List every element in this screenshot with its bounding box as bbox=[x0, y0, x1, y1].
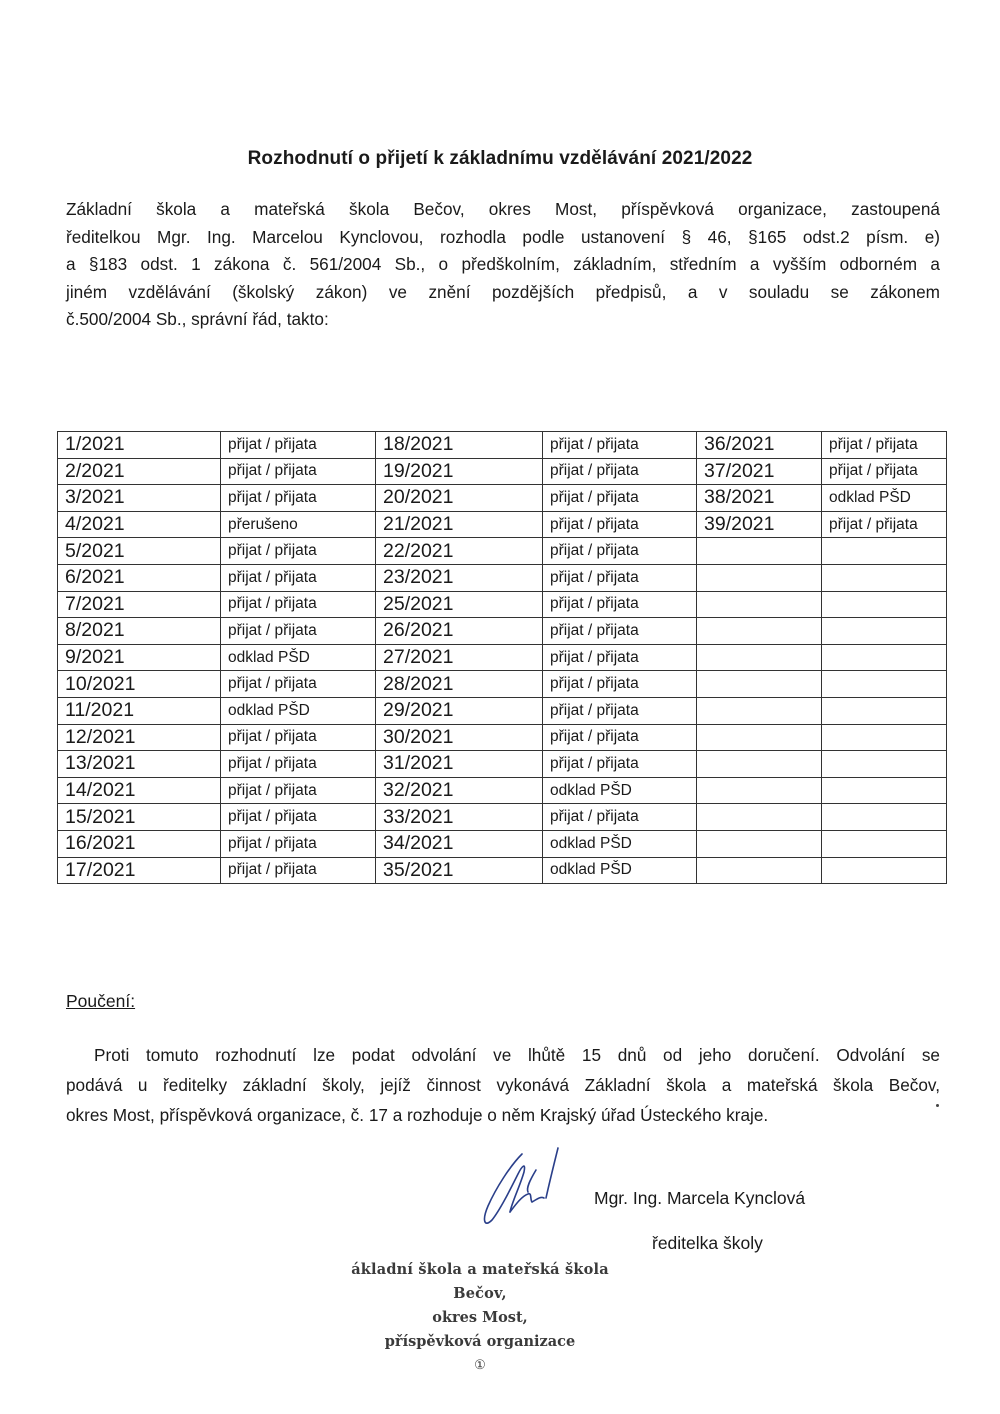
decision-status-cell: přijat / přijata bbox=[221, 591, 376, 618]
application-number-cell bbox=[697, 777, 822, 804]
instruction-line: podává u ředitelky základní školy, jejíž činnost vykonává Základní škola a mateřská škola Bečov, bbox=[66, 1075, 940, 1095]
decision-status-cell: přijat / přijata bbox=[543, 671, 697, 698]
decision-status-cell bbox=[822, 591, 947, 618]
decision-status-cell: přijat / přijata bbox=[221, 485, 376, 512]
decision-status-cell bbox=[822, 751, 947, 778]
application-number-cell: 33/2021 bbox=[376, 804, 543, 831]
application-number-cell: 35/2021 bbox=[376, 857, 543, 884]
application-number-cell bbox=[697, 697, 822, 724]
document-title: Rozhodnutí o přijetí k základnímu vzdělávání 2021/2022 bbox=[247, 148, 753, 169]
table-row bbox=[58, 724, 947, 751]
application-number-cell bbox=[697, 564, 822, 591]
instruction-line: okres Most, příspěvková organizace, č. 17 a rozhoduje o něm Krajský úřad Ústeckého kraje. bbox=[66, 1105, 769, 1125]
table-row bbox=[58, 485, 947, 512]
decision-status-cell bbox=[822, 618, 947, 645]
application-number-cell: 20/2021 bbox=[376, 485, 543, 512]
admission-results-table bbox=[57, 431, 947, 884]
application-number-cell: 12/2021 bbox=[58, 724, 221, 751]
table-row bbox=[58, 777, 947, 804]
stamp-line: příspěvková organizace bbox=[384, 1333, 576, 1350]
instruction-paragraph bbox=[66, 1040, 940, 1130]
decision-status-cell: přijat / přijata bbox=[822, 511, 947, 538]
application-number-cell: 30/2021 bbox=[376, 724, 543, 751]
application-number-cell: 1/2021 bbox=[58, 432, 221, 459]
table-row bbox=[58, 432, 947, 459]
intro-line: Základní škola a mateřská škola Bečov, okres Most, příspěvková organizace, zastoupená bbox=[66, 199, 940, 219]
application-number-cell: 21/2021 bbox=[376, 511, 543, 538]
intro-line: a §183 odst. 1 zákona č. 561/2004 Sb., o předškolním, základním, středním a vyšším odborném a bbox=[66, 254, 940, 274]
application-number-cell: 23/2021 bbox=[376, 564, 543, 591]
decision-status-cell: přijat / přijata bbox=[543, 458, 697, 485]
decision-status-cell: přijat / přijata bbox=[221, 857, 376, 884]
decision-status-cell: přijat / přijata bbox=[543, 618, 697, 645]
decision-status-cell: přijat / přijata bbox=[221, 618, 376, 645]
application-number-cell bbox=[697, 857, 822, 884]
decision-status-cell bbox=[822, 804, 947, 831]
application-number-cell bbox=[697, 724, 822, 751]
decision-status-cell: přijat / přijata bbox=[822, 432, 947, 459]
scan-speck bbox=[936, 1104, 939, 1107]
decision-status-cell: přijat / přijata bbox=[221, 830, 376, 857]
application-number-cell: 14/2021 bbox=[58, 777, 221, 804]
decision-status-cell: přijat / přijata bbox=[543, 485, 697, 512]
table-row bbox=[58, 564, 947, 591]
table-row bbox=[58, 591, 947, 618]
application-number-cell: 13/2021 bbox=[58, 751, 221, 778]
decision-status-cell bbox=[822, 671, 947, 698]
table-row bbox=[58, 804, 947, 831]
application-number-cell: 26/2021 bbox=[376, 618, 543, 645]
application-number-cell: 25/2021 bbox=[376, 591, 543, 618]
table-row bbox=[58, 511, 947, 538]
application-number-cell: 9/2021 bbox=[58, 644, 221, 671]
decision-status-cell: odklad PŠD bbox=[543, 830, 697, 857]
application-number-cell bbox=[697, 538, 822, 565]
decision-status-cell: přijat / přijata bbox=[221, 432, 376, 459]
application-number-cell: 38/2021 bbox=[697, 485, 822, 512]
intro-line: jiném vzdělávání (školský zákon) ve znění pozdějších předpisů, a v souladu se zákonem bbox=[66, 281, 940, 302]
decision-status-cell: odklad PŠD bbox=[543, 857, 697, 884]
table-row bbox=[58, 458, 947, 485]
application-number-cell: 34/2021 bbox=[376, 830, 543, 857]
signatory-role: ředitelka školy bbox=[652, 1233, 763, 1253]
decision-status-cell: odklad PŠD bbox=[822, 485, 947, 512]
decision-status-cell: přijat / přijata bbox=[221, 671, 376, 698]
application-number-cell bbox=[697, 671, 822, 698]
table-row bbox=[58, 830, 947, 857]
decision-status-cell: přijat / přijata bbox=[221, 458, 376, 485]
decision-status-cell: přijat / přijata bbox=[543, 511, 697, 538]
decision-status-cell: odklad PŠD bbox=[221, 697, 376, 724]
application-number-cell bbox=[697, 644, 822, 671]
stamp-number: ① bbox=[474, 1358, 486, 1373]
decision-status-cell: přijat / přijata bbox=[543, 697, 697, 724]
table-row bbox=[58, 697, 947, 724]
decision-status-cell: přijat / přijata bbox=[221, 724, 376, 751]
decision-status-cell: přijat / přijata bbox=[543, 538, 697, 565]
decision-status-cell bbox=[822, 777, 947, 804]
application-number-cell: 27/2021 bbox=[376, 644, 543, 671]
table-row bbox=[58, 644, 947, 671]
decision-status-cell bbox=[822, 564, 947, 591]
decision-status-cell: přijat / přijata bbox=[221, 564, 376, 591]
decision-status-cell bbox=[822, 857, 947, 884]
application-number-cell: 3/2021 bbox=[58, 485, 221, 512]
application-number-cell: 15/2021 bbox=[58, 804, 221, 831]
application-number-cell: 8/2021 bbox=[58, 618, 221, 645]
instruction-line: Proti tomuto rozhodnutí lze podat odvolání ve lhůtě 15 dnů od jeho doručení. Odvolání se bbox=[94, 1045, 940, 1065]
application-number-cell bbox=[697, 830, 822, 857]
decision-status-cell: přijat / přijata bbox=[221, 538, 376, 565]
decision-status-cell: přerušeno bbox=[221, 511, 376, 538]
application-number-cell: 17/2021 bbox=[58, 857, 221, 884]
application-number-cell: 5/2021 bbox=[58, 538, 221, 565]
results-table-body bbox=[58, 432, 947, 884]
application-number-cell: 2/2021 bbox=[58, 458, 221, 485]
instruction-heading: Poučení: bbox=[66, 991, 136, 1011]
decision-status-cell: odklad PŠD bbox=[221, 644, 376, 671]
application-number-cell: 16/2021 bbox=[58, 830, 221, 857]
stamp-line: ákladní škola a mateřská škola Bečov, bbox=[351, 1261, 609, 1302]
decision-status-cell: přijat / přijata bbox=[543, 804, 697, 831]
signature-icon bbox=[470, 1140, 590, 1240]
application-number-cell: 29/2021 bbox=[376, 697, 543, 724]
decision-status-cell: přijat / přijata bbox=[543, 724, 697, 751]
application-number-cell: 10/2021 bbox=[58, 671, 221, 698]
application-number-cell: 22/2021 bbox=[376, 538, 543, 565]
decision-status-cell bbox=[822, 697, 947, 724]
application-number-cell bbox=[697, 591, 822, 618]
intro-line: ředitelkou Mgr. Ing. Marcelou Kynclovou, rozhodla podle ustanovení § 46, §165 odst.2 písm. e) bbox=[66, 226, 940, 247]
application-number-cell bbox=[697, 804, 822, 831]
stamp-line: okres Most, bbox=[432, 1309, 528, 1326]
school-stamp bbox=[330, 1258, 630, 1378]
decision-status-cell: přijat / přijata bbox=[543, 751, 697, 778]
application-number-cell: 6/2021 bbox=[58, 564, 221, 591]
table-row bbox=[58, 618, 947, 645]
decision-status-cell: přijat / přijata bbox=[221, 751, 376, 778]
application-number-cell: 4/2021 bbox=[58, 511, 221, 538]
application-number-cell: 36/2021 bbox=[697, 432, 822, 459]
decision-status-cell bbox=[822, 724, 947, 751]
signatory-name: Mgr. Ing. Marcela Kynclová bbox=[594, 1188, 806, 1208]
decision-status-cell: přijat / přijata bbox=[543, 644, 697, 671]
decision-status-cell: přijat / přijata bbox=[543, 564, 697, 591]
table-row bbox=[58, 671, 947, 698]
application-number-cell bbox=[697, 751, 822, 778]
decision-status-cell: přijat / přijata bbox=[221, 804, 376, 831]
intro-line: č.500/2004 Sb., správní řád, takto: bbox=[66, 309, 329, 329]
decision-status-cell bbox=[822, 644, 947, 671]
decision-status-cell: odklad PŠD bbox=[543, 777, 697, 804]
application-number-cell: 37/2021 bbox=[697, 458, 822, 485]
decision-status-cell: přijat / přijata bbox=[543, 432, 697, 459]
application-number-cell: 39/2021 bbox=[697, 511, 822, 538]
intro-paragraph bbox=[66, 196, 940, 334]
application-number-cell bbox=[697, 618, 822, 645]
decision-status-cell: přijat / přijata bbox=[822, 458, 947, 485]
application-number-cell: 18/2021 bbox=[376, 432, 543, 459]
application-number-cell: 28/2021 bbox=[376, 671, 543, 698]
application-number-cell: 19/2021 bbox=[376, 458, 543, 485]
decision-status-cell: přijat / přijata bbox=[221, 777, 376, 804]
table-row bbox=[58, 538, 947, 565]
application-number-cell: 32/2021 bbox=[376, 777, 543, 804]
decision-status-cell bbox=[822, 538, 947, 565]
application-number-cell: 7/2021 bbox=[58, 591, 221, 618]
table-row bbox=[58, 857, 947, 884]
decision-status-cell: přijat / přijata bbox=[543, 591, 697, 618]
application-number-cell: 11/2021 bbox=[58, 697, 221, 724]
table-row bbox=[58, 751, 947, 778]
application-number-cell: 31/2021 bbox=[376, 751, 543, 778]
decision-status-cell bbox=[822, 830, 947, 857]
